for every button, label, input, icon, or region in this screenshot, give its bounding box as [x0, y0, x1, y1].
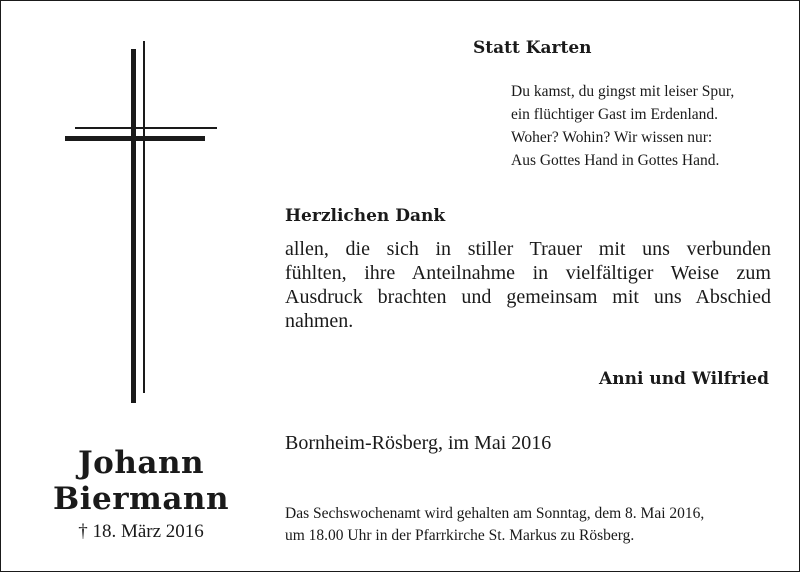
deceased-first-name: Johann — [77, 445, 205, 481]
cross-horizontal-thin — [75, 127, 217, 129]
deceased-last-name: Biermann — [53, 481, 229, 517]
poem-line: Du kamst, du gingst mit leiser Spur, — [511, 83, 735, 100]
thanks-body — [285, 237, 771, 333]
thanks-line: fühlten, ihre Anteilnahme in vielfältiger Weise zum — [285, 262, 771, 284]
poem-line: Woher? Wohin? Wir wissen nur: — [511, 129, 713, 146]
deceased-name-block — [41, 445, 241, 544]
thanks-line: Ausdruck brachten und gemeinsam mit uns Abschied — [285, 286, 771, 308]
thanks-line: allen, die sich in stiller Trauer mit uns verbunden — [285, 238, 771, 260]
thanks-heading: Herzlichen Dank — [285, 206, 446, 226]
poem — [511, 80, 734, 172]
cross-horizontal-thick — [65, 136, 205, 141]
cross-vertical-thin — [143, 41, 145, 393]
poem-line: Aus Gottes Hand in Gottes Hand. — [511, 152, 720, 169]
cross-icon — [65, 41, 217, 403]
poem-line: ein flüchtiger Gast im Erdenland. — [511, 106, 719, 123]
death-date: † 18. März 2016 — [78, 521, 204, 542]
place-date: Bornheim-Rösberg, im Mai 2016 — [285, 432, 552, 454]
notice-line: um 18.00 Uhr in der Pfarrkirche St. Markus zu Rösberg. — [285, 527, 635, 544]
notice-line: Das Sechswochenamt wird gehalten am Sonntag, dem 8. Mai 2016, — [285, 505, 705, 522]
signature: Anni und Wilfried — [599, 369, 769, 389]
mass-notice — [285, 503, 704, 547]
cross-vertical-thick — [131, 49, 136, 403]
thanks-line: nahmen. — [285, 310, 354, 332]
header-statt-karten: Statt Karten — [473, 38, 592, 58]
